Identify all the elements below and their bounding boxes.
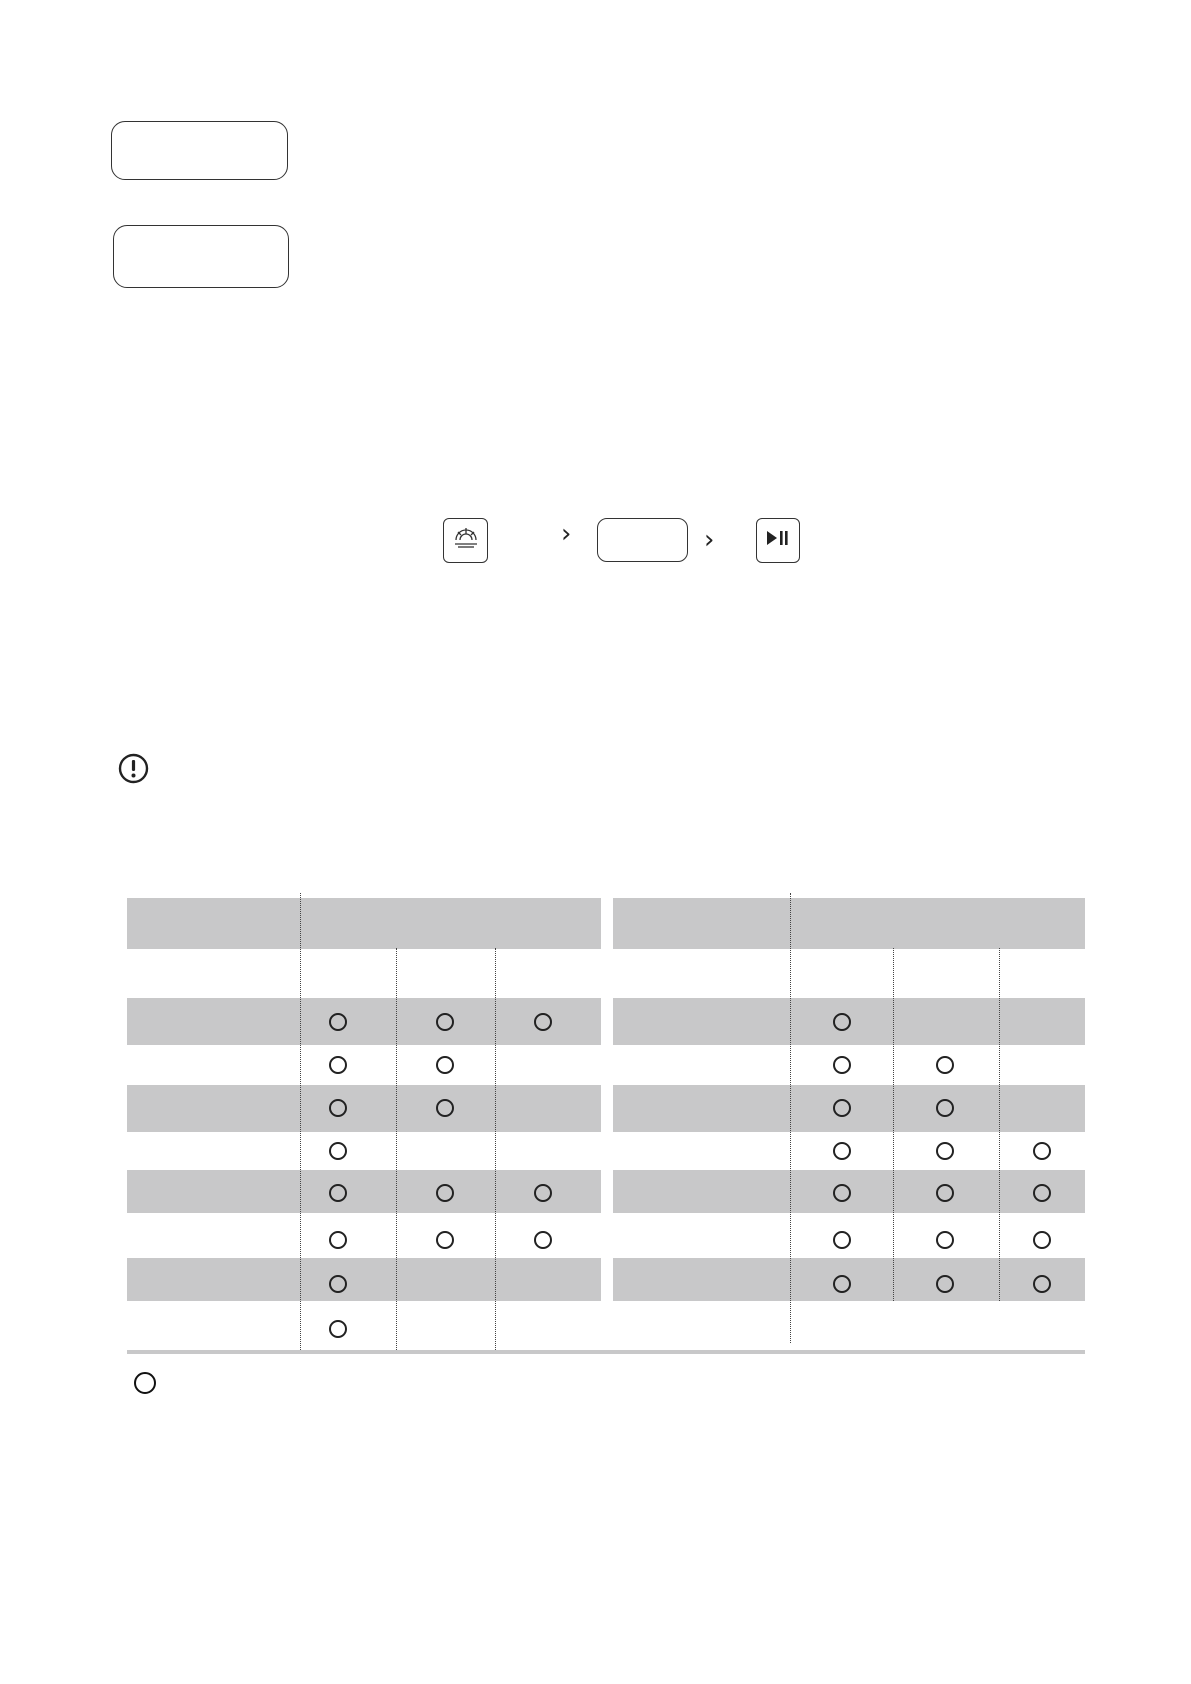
table-header-right (613, 898, 1085, 949)
display-box-second (113, 225, 289, 288)
circle-mark-icon (534, 1231, 552, 1249)
option-display-box (597, 518, 688, 562)
column-divider (999, 948, 1000, 1301)
program-button[interactable] (443, 518, 488, 563)
column-divider (893, 948, 894, 1301)
circle-mark-icon (329, 1231, 347, 1249)
circle-mark-icon (936, 1099, 954, 1117)
circle-mark-icon (833, 1013, 851, 1031)
circle-mark-icon (936, 1184, 954, 1202)
table-row-band (127, 1170, 601, 1213)
circle-mark-icon (833, 1056, 851, 1074)
circle-mark-icon (1033, 1231, 1051, 1249)
start-pause-button[interactable] (756, 518, 800, 563)
column-divider (495, 948, 496, 1350)
circle-mark-icon (936, 1056, 954, 1074)
circle-mark-icon (936, 1142, 954, 1160)
circle-mark-icon (329, 1099, 347, 1117)
column-divider (790, 893, 791, 1343)
circle-mark-icon (833, 1275, 851, 1293)
table-row-band (127, 1085, 601, 1132)
circle-mark-icon (436, 1099, 454, 1117)
circle-mark-icon (329, 1184, 347, 1202)
circle-mark-icon (1033, 1184, 1051, 1202)
circle-mark-icon (534, 1013, 552, 1031)
table-row-band (127, 998, 601, 1045)
display-box-top (111, 121, 288, 180)
circle-mark-icon (833, 1099, 851, 1117)
circle-mark-icon (936, 1231, 954, 1249)
table-header-left (127, 898, 601, 949)
compatibility-table (127, 893, 1085, 1355)
table-row-band (127, 1258, 601, 1301)
circle-mark-icon (833, 1184, 851, 1202)
circle-mark-icon (833, 1231, 851, 1249)
chevron-right-icon: › (704, 525, 715, 555)
circle-mark-icon (436, 1056, 454, 1074)
circle-mark-icon (1033, 1142, 1051, 1160)
circle-mark-icon (833, 1142, 851, 1160)
circle-mark-icon (936, 1275, 954, 1293)
circle-mark-icon (436, 1013, 454, 1031)
circle-mark-icon (1033, 1275, 1051, 1293)
circle-mark-icon (436, 1184, 454, 1202)
circle-mark-icon (329, 1013, 347, 1031)
column-divider (396, 948, 397, 1350)
play-pause-icon (765, 529, 791, 552)
circle-mark-icon (329, 1320, 347, 1338)
chevron-right-icon: › (561, 519, 572, 549)
circle-mark-icon (436, 1231, 454, 1249)
exclamation-circle-icon (118, 753, 149, 789)
circle-mark-icon (329, 1142, 347, 1160)
column-divider (300, 893, 301, 1350)
circle-mark-icon (534, 1184, 552, 1202)
circle-mark-icon (134, 1372, 156, 1394)
circle-mark-icon (329, 1056, 347, 1074)
steam-icon (452, 524, 480, 557)
circle-mark-icon (329, 1275, 347, 1293)
table-bottom-rule (127, 1350, 1085, 1354)
